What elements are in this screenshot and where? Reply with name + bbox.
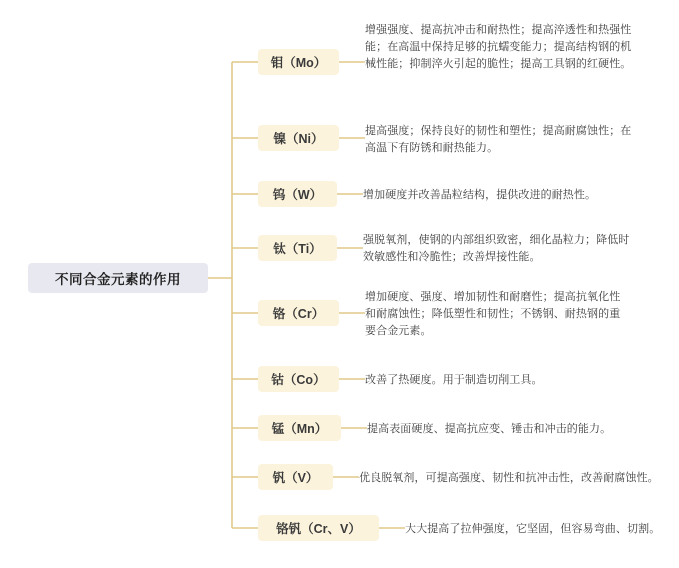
branch-text-v: 优良脱氧剂，可提高强度、韧性和抗冲击性，改善耐腐蚀性。 — [359, 472, 659, 484]
branch-text-co: 改善了热硬度。用于制造切削工具。 — [365, 374, 543, 386]
branch-label-ti[interactable]: 钛（Ti） — [258, 235, 337, 261]
branch-label-w[interactable]: 钨（W） — [258, 181, 337, 207]
branch-label-mn[interactable]: 锰（Mn） — [258, 415, 341, 441]
branch-label-cr[interactable]: 铬（Cr） — [258, 300, 339, 326]
branch-text-w: 增加硬度并改善晶粒结构，提供改进的耐热性。 — [363, 189, 597, 201]
branch-text-mo: 增强强度、提高抗冲击和耐热性；提高淬透性和热强性能；在高温中保持足够的抗蠕变能力；提高结构钢的机械性能；抑制淬火引起的脆性；提高工具钢的红硬性。 — [365, 24, 632, 70]
branch-label-ni[interactable]: 镍（Ni） — [258, 125, 339, 151]
branch-text-ti: 强脱氧剂，使钢的内部组织致密，细化晶粒力；降低时效敏感性和冷脆性；改善焊接性能。 — [363, 234, 630, 263]
branch-text-crv: 大大提高了拉伸强度，它坚固，但容易弯曲、切割。 — [405, 523, 661, 535]
root-node[interactable]: 不同合金元素的作用 — [28, 263, 208, 293]
branch-text-ni: 提高强度；保持良好的韧性和塑性；提高耐腐蚀性；在高温下有防锈和耐热能力。 — [365, 125, 632, 154]
branch-text-cr: 增加硬度、强度、增加韧性和耐磨性；提高抗氧化性和耐腐蚀性；降低塑性和韧性；不锈钢、耐热钢的重要合金元素。 — [365, 291, 621, 337]
branch-label-co[interactable]: 钴（Co） — [258, 366, 339, 392]
branch-label-v[interactable]: 钒（V） — [258, 464, 333, 490]
branch-label-crv[interactable]: 铬钒（Cr、V） — [258, 515, 379, 541]
branch-label-mo[interactable]: 钼（Mo） — [258, 49, 339, 75]
branch-text-mn: 提高表面硬度、提高抗应变、锤击和冲击的能力。 — [367, 423, 612, 435]
